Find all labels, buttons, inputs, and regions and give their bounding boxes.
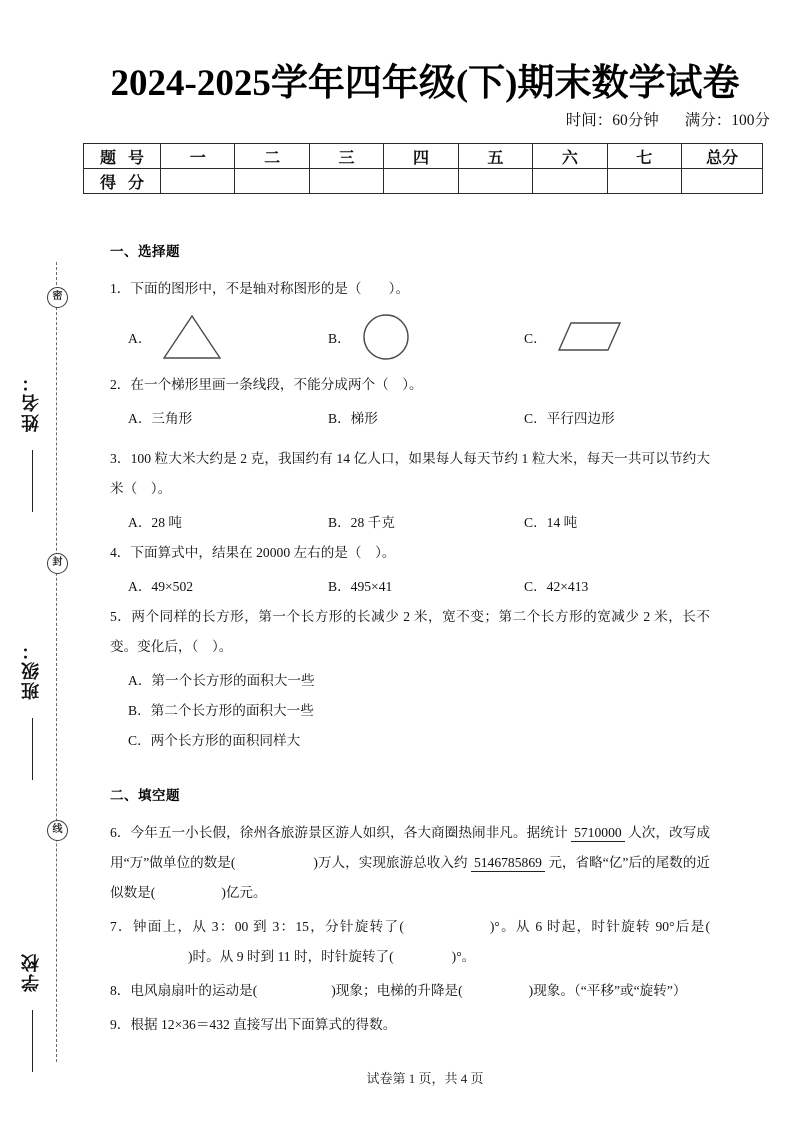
score-cell-7[interactable] [607,169,681,194]
question-6-number-2: 5146785869 [471,855,545,872]
question-8-number: 8． [110,983,131,998]
question-5-option-a[interactable]: A．第一个长方形的面积大一些 [128,673,315,688]
question-7-part-3: )时。从 9 时到 11 时，时针旋转了( [188,949,394,964]
score-cell-1[interactable] [161,169,235,194]
question-4-option-c[interactable]: C．42×413 [524,579,589,594]
question-1-option-b-label: B． [328,331,351,346]
question-6-number: 6． [110,825,131,840]
question-3-option-c[interactable]: C．14 吨 [524,515,578,530]
question-4-option-b[interactable]: B．495×41 [328,579,393,594]
triangle-icon [161,313,223,361]
question-1-number: 1． [110,281,131,296]
question-6-part-5: )亿元。 [221,885,267,900]
question-1-text: 下面的图形中，不是轴对称图形的是（ ）。 [130,281,410,296]
score-table-col-4: 四 [384,144,458,169]
score-table-row-label-score: 得 分 [84,169,161,194]
question-8 [110,976,710,1006]
question-2-option-c[interactable]: C．平行四边形 [524,411,615,426]
question-5-number: 5． [110,609,132,624]
question-2-option-a[interactable]: A．三角形 [128,411,193,426]
question-4-text: 下面算式中，结果在 20000 左右的是（ ）。 [130,545,396,560]
question-9-text: 根据 12×36＝432 直接写出下面算式的得数。 [130,1017,397,1032]
question-5-text: 两个同样的长方形，第一个长方形的长减少 2 米，宽不变；第二个长方形的宽减少 2 米，长不变。变化后，（ ）。 [110,609,711,654]
table-row [84,144,763,169]
question-4-options [110,572,710,602]
seal-write-line-name [32,450,33,512]
score-table-col-1: 一 [161,144,235,169]
question-7-number: 7． [110,919,133,934]
seal-char-mi: 密 [47,287,68,308]
seal-label-class: 班级： [21,640,41,700]
question-9 [110,1010,710,1040]
score-cell-4[interactable] [384,169,458,194]
question-7 [110,912,710,972]
page-footer: 试卷第 1 页，共 4 页 [366,1071,484,1086]
score-table [83,143,763,194]
seal-label-school: 学校 [21,952,41,992]
question-9-number: 9． [110,1017,131,1032]
question-8-part-2: )现象；电梯的升降是( [331,983,463,998]
section-heading-choice: 一、选择题 [110,244,180,259]
score-cell-total[interactable] [682,169,763,194]
seal-char-feng: 封 [47,553,68,574]
question-2 [110,370,710,400]
question-6-part-2: 人次，改写成用“万”做单位的数是( [110,825,711,870]
question-2-text: 在一个梯形里画一条线段，不能分成两个（ ）。 [130,377,423,392]
question-1-option-a-label: A． [128,331,152,346]
question-7-part-4: )°。 [451,949,476,964]
question-4-option-a[interactable]: A．49×502 [128,579,194,594]
question-1-option-a[interactable] [128,313,328,361]
question-3-option-a[interactable]: A．28 吨 [128,515,182,530]
score-table-col-total: 总分 [682,144,763,169]
parallelogram-icon [557,320,623,354]
question-2-options [110,404,710,434]
seal-char-xian: 线 [47,820,68,841]
question-5-options [110,666,710,756]
question-2-option-b[interactable]: B．梯形 [328,411,378,426]
score-cell-2[interactable] [235,169,309,194]
score-table-row-label-number: 题 号 [84,144,161,169]
page-title: 2024-2025学年四年级(下)期末数学试卷 [110,63,740,104]
exam-content [110,240,710,1044]
score-cell-3[interactable] [309,169,383,194]
question-6-part-3: )万人，实现旅游总收入约 [313,855,468,870]
question-6-part-4: 元，省略“亿”后的尾数的近似数是( [110,855,710,900]
seal-write-line-class [32,718,33,780]
seal-dashed-line [56,262,57,1062]
question-1-option-c[interactable] [524,320,623,354]
question-7-part-1: 钟面上，从 3：00 到 3：15，分针旋转了( [132,919,404,934]
seal-write-line-school [32,1010,33,1072]
question-3 [110,444,710,504]
question-4 [110,538,710,568]
question-6-part-1: 今年五一小长假，徐州各旅游景区游人如织，各大商圈热闹非凡。据统计 [130,825,568,840]
seal-strip [0,0,80,1122]
question-3-options [110,508,710,538]
question-2-number: 2． [110,377,131,392]
circle-icon [361,312,411,362]
question-5 [110,602,710,662]
question-1-option-b[interactable] [328,312,524,362]
question-1-option-c-label: C． [524,331,547,346]
question-5-option-c[interactable]: C．两个长方形的面积同样大 [128,733,301,748]
question-7-part-2: )°。从 6 时起，时针旋转 90°后是( [489,919,711,934]
question-8-part-1: 电风扇扇叶的运动是( [130,983,258,998]
question-6 [110,818,710,908]
question-1-figure-options [110,308,710,366]
question-3-text: 100 粒大米大约是 2 克，我国约有 14 亿人口，如果每人每天节约 1 粒大米，每天一共可以节约大米（ ）。 [110,451,710,496]
question-5-option-b[interactable]: B．第二个长方形的面积大一些 [128,703,314,718]
question-3-number: 3． [110,451,131,466]
score-table-col-2: 二 [235,144,309,169]
section-heading-fill-blank: 二、填空题 [110,788,180,803]
exam-meta [80,108,770,130]
score-table-col-3: 三 [309,144,383,169]
exam-total-label: 满分：100分 [684,112,770,129]
exam-time-label: 时间：60分钟 [565,112,659,129]
score-table-col-5: 五 [458,144,532,169]
score-cell-5[interactable] [458,169,532,194]
question-4-number: 4． [110,545,131,560]
table-row [84,169,763,194]
question-8-part-3: )现象。（“平移”或“旋转”） [528,983,687,998]
question-3-option-b[interactable]: B．28 千克 [328,515,395,530]
score-cell-6[interactable] [533,169,607,194]
seal-label-name: 姓名： [21,372,41,432]
question-1 [110,274,710,304]
score-table-col-7: 七 [607,144,681,169]
score-table-col-6: 六 [533,144,607,169]
question-6-number-1: 5710000 [571,825,625,842]
